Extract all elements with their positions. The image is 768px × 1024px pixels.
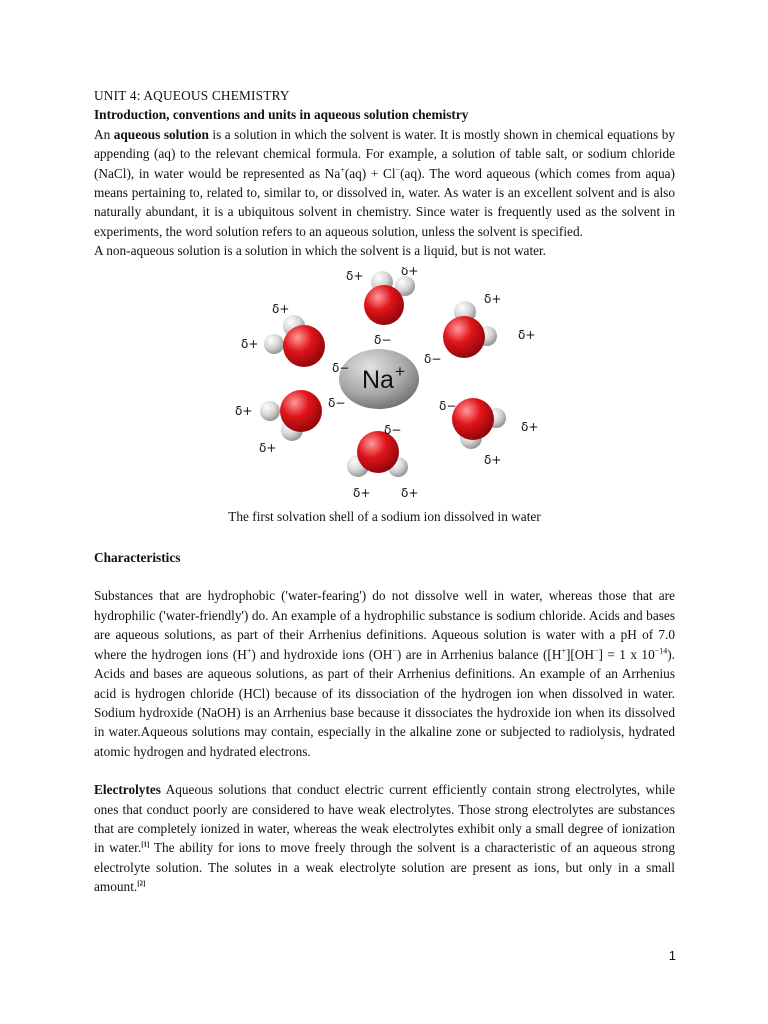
electrolytes-paragraph xyxy=(94,780,675,896)
characteristics-text: Substances that are hydrophobic ('water-fearing') do not dissolve well in water, whereas those that are hydrophilic ('water-friendly') do. An example of a hydrophilic substance is sodium chloride. Acids and bases are aqueous solutions, as part of their Arrhenius definitions. Aqueous solution is water with a pH of 7.0 where the hydrogen ions (H xyxy=(94,588,675,662)
paragraph-spacer xyxy=(94,761,675,780)
superscript: − xyxy=(594,646,599,656)
non-aqueous-paragraph: A non-aqueous solution is a solution in which the solvent is a liquid, but is not water. xyxy=(94,243,547,259)
intro-text: An xyxy=(94,126,114,142)
delta-plus-label: δ+ xyxy=(235,403,253,418)
intro-text: (aq) + Cl xyxy=(344,165,396,181)
delta-plus-label: δ+ xyxy=(521,419,539,434)
delta-plus-label: δ+ xyxy=(346,268,364,283)
electrolytes-text: Aqueous solutions that conduct electric current efficiently contain strong electrolytes, while ones that conduct poorly are considered to have weak electrolytes. Those strong electrolytes are substances that are completely ionized in water, whereas the weak electrolytes exhibit only a small degree of ionization in water. xyxy=(94,782,675,856)
delta-plus-label: δ+ xyxy=(484,291,502,306)
intro-heading: Introduction, conventions and units in aqueous solution chemistry xyxy=(94,107,469,123)
characteristics-text: ] = 1 x 10 xyxy=(598,646,655,662)
delta-minus-label: δ− xyxy=(384,422,402,437)
document-page xyxy=(94,86,675,897)
delta-plus-label: δ+ xyxy=(272,301,290,316)
intro-text: (aq). The word aqueous (which comes from aqua) means pertaining to, related to, similar to, or dissolved in, water. As water is an excellent solvent and is also naturally abundant, it is a ubiquitous solvent in chemistry. Since water is frequently used as the solvent in experiments, the word solution refers to an aqueous solution, unless the solvent is specified. xyxy=(94,165,675,239)
characteristics-heading: Characteristics xyxy=(94,550,181,566)
delta-plus-label: δ+ xyxy=(241,336,259,351)
superscript: − xyxy=(395,165,401,175)
characteristics-text: ). Acids and bases are aqueous solutions, as part of their Arrhenius definitions. An example of an Arrhenius acid is hydrogen chloride (HCl) because of its dissociation of the hydrogen ion when dissolved in water. Sodium hydroxide (NaOH) is an Arrhenius base because it dissociates the hydroxide ion when its dissolved in water.Aqueous solutions may contain, especially in the alkaline zone or subjected to radiolysis, hydrated atomic hydrogen and hydrated electrons. xyxy=(94,646,675,759)
characteristics-paragraph xyxy=(94,586,675,761)
page-number: 1 xyxy=(668,948,676,963)
intro-text: is a solution in which the solvent is water. It is mostly shown in chemical equations by appending (aq) to the relevant chemical formula. For example, a solution of table salt, or sodium chloride (NaCl), in water would be represented as Na xyxy=(94,126,676,181)
superscript: + xyxy=(340,165,345,175)
delta-minus-label: δ− xyxy=(439,398,457,413)
delta-plus-label: δ+ xyxy=(484,452,502,467)
water-molecule xyxy=(452,398,506,449)
water-molecule xyxy=(260,390,322,441)
water-molecule xyxy=(264,315,325,367)
superscript: + xyxy=(561,646,566,656)
superscript: − xyxy=(392,646,397,656)
delta-plus-label: δ+ xyxy=(259,440,277,455)
delta-minus-label: δ− xyxy=(424,351,442,366)
delta-minus-label: δ− xyxy=(374,332,392,347)
solvation-shell-diagram xyxy=(208,267,554,499)
delta-plus-label: δ+ xyxy=(401,266,419,278)
intro-paragraph xyxy=(94,125,675,241)
water-molecule xyxy=(443,301,497,358)
aqueous-solution-term: aqueous solution xyxy=(113,126,209,142)
electrolytes-text: The ability for ions to move freely through the solvent is a characteristic of an aqueous strong electrolyte solution. The solutes in a weak electrolyte solution are present as ions, but only in a small amount. xyxy=(94,840,675,895)
superscript: −14 xyxy=(654,646,668,656)
characteristics-text: ) and hydroxide ions (OH xyxy=(251,646,393,662)
delta-minus-label: δ− xyxy=(328,395,346,410)
superscript: + xyxy=(246,646,252,656)
water-molecule xyxy=(347,431,408,477)
sodium-ion-label: Na+ xyxy=(362,361,405,394)
unit-title: UNIT 4: AQUEOUS CHEMISTRY xyxy=(94,88,290,103)
characteristics-text: ) are in Arrhenius balance ([H xyxy=(396,646,562,662)
delta-plus-label: δ+ xyxy=(401,485,419,499)
delta-plus-label: δ+ xyxy=(353,485,371,499)
electrolytes-term: Electrolytes xyxy=(94,782,161,798)
characteristics-text: ][OH xyxy=(565,646,595,662)
delta-plus-label: δ+ xyxy=(518,327,536,342)
citation-ref[interactable]: [2] xyxy=(137,879,146,888)
figure-caption: The first solvation shell of a sodium ion dissolved in water xyxy=(228,508,541,524)
water-molecule xyxy=(364,271,415,325)
solvation-shell-figure xyxy=(94,267,675,499)
delta-minus-label: δ− xyxy=(332,360,350,375)
citation-ref[interactable]: [1] xyxy=(141,840,150,849)
